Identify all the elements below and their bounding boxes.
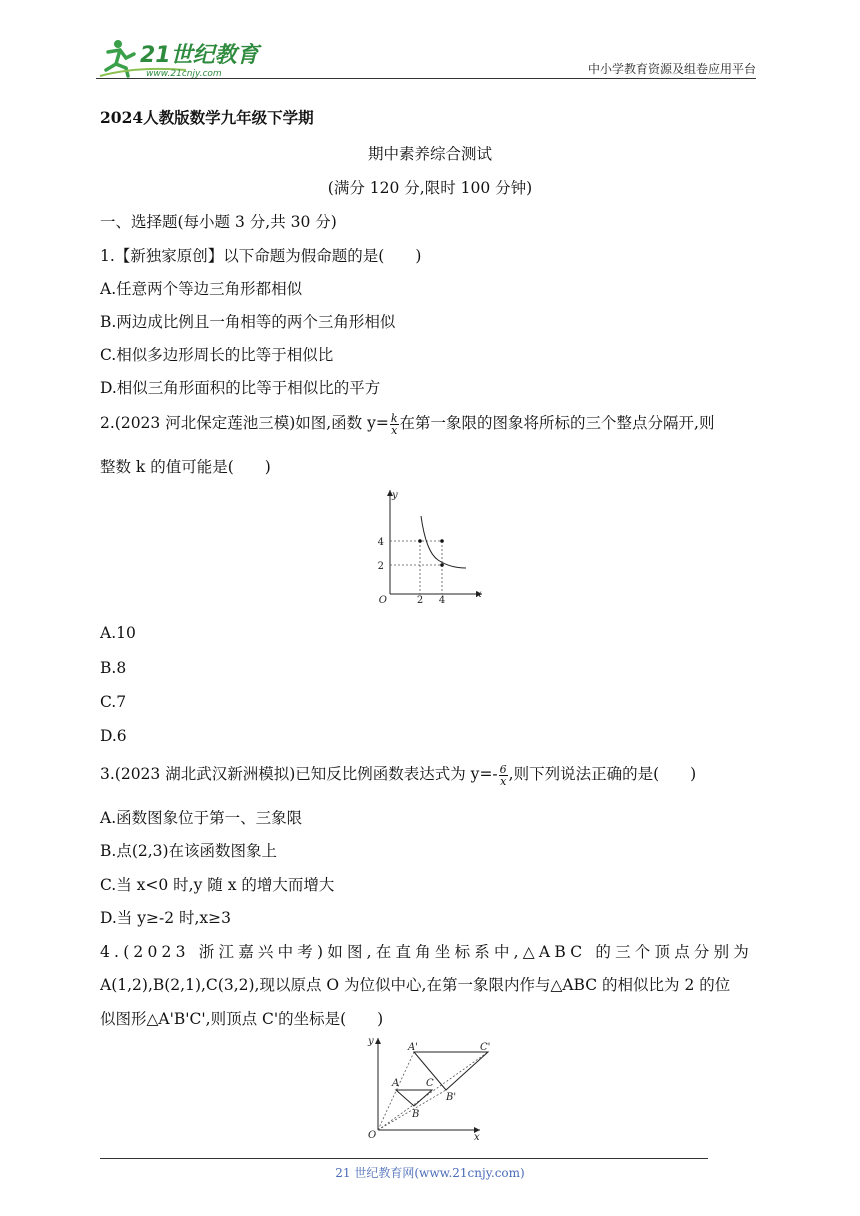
svg-text:4: 4	[438, 595, 446, 604]
svg-text:2: 2	[416, 595, 424, 604]
q3-option-d: D.当 y≥-2 时,x≥3	[100, 909, 232, 927]
q2-option-a: A.10	[100, 624, 136, 642]
logo-text: 21世纪教育	[140, 43, 259, 68]
question-4: 4.(2023 浙江嘉兴中考)如图,在直角坐标系中,△ABC 的三个顶点分别为	[100, 943, 753, 961]
question-4-line3: 似图形△A'B'C',则顶点 C'的坐标是( )	[100, 1010, 384, 1028]
q1-option-a: A.任意两个等边三角形都相似	[100, 280, 303, 298]
page-subtitle: (满分 120 分,限时 100 分钟)	[327, 179, 533, 197]
q2-option-d: D.6	[100, 727, 127, 745]
top-title: 2024人教版数学九年级下学期	[100, 108, 314, 127]
q2-option-c: C.7	[100, 693, 127, 711]
svg-text:A: A	[392, 1078, 400, 1089]
footer-divider	[100, 1158, 708, 1159]
svg-text:x: x	[474, 1132, 480, 1143]
svg-text:y: y	[392, 490, 398, 501]
q3-option-c: C.当 x<0 时,y 随 x 的增大而增大	[100, 876, 335, 894]
q3-option-a: A.函数图象位于第一、三象限	[100, 809, 303, 827]
page-title: 期中素养综合测试	[367, 145, 492, 163]
svg-text:O: O	[378, 595, 387, 604]
question-1: 1.【新独家原创】以下命题为假命题的是( )	[100, 247, 422, 265]
svg-text:y: y	[368, 1036, 374, 1047]
q1-option-b: B.两边成比例且一角相等的两个三角形相似	[100, 313, 396, 331]
svg-text:C': C'	[480, 1042, 491, 1053]
svg-text:O: O	[368, 1130, 377, 1141]
svg-text:4: 4	[377, 537, 384, 548]
svg-text:www.21cnjy.com: www.21cnjy.com	[146, 69, 222, 79]
svg-text:B': B'	[446, 1092, 457, 1103]
fraction-k-over-x: $\frac{k}{x}$	[390, 411, 398, 437]
svg-text:C: C	[426, 1078, 434, 1089]
header-divider	[96, 78, 756, 79]
question-2: 2.(2023 河北保定莲池三模)如图,函数 y= $\frac{k}{x}$ 在第一象限的图象将所标的三个整点分隔开,则	[100, 411, 715, 437]
fraction-6-over-x: $\frac{6}{x}$	[499, 762, 507, 788]
site-logo	[96, 36, 266, 80]
q1-option-d: D.相似三角形面积的比等于相似比的平方	[100, 379, 381, 397]
q2-graph-figure	[370, 486, 490, 604]
section-heading: 一、选择题(每小题 3 分,共 30 分)	[100, 213, 337, 231]
svg-text:A': A'	[408, 1042, 418, 1053]
q1-option-c: C.相似多边形周长的比等于相似比	[100, 346, 334, 364]
question-4-line2: A(1,2),B(2,1),C(3,2),现以原点 O 为位似中心,在第一象限内作与△ABC 的相似比为 2 的位	[100, 976, 731, 994]
q2-option-b: B.8	[100, 659, 127, 677]
footer-link[interactable]: 21 世纪教育网(www.21cnjy.com)	[335, 1166, 525, 1180]
q3-option-b: B.点(2,3)在该函数图象上	[100, 842, 278, 860]
q4-similar-triangles-figure	[362, 1034, 492, 1144]
header-platform-text: 中小学教育资源及组卷应用平台	[587, 62, 756, 76]
svg-text:B: B	[412, 1109, 420, 1120]
question-2-line2: 整数 k 的值可能是( )	[100, 458, 271, 476]
question-3: 3.(2023 湖北武汉新洲模拟)已知反比例函数表达式为 y=- $\frac{6}{x}$ ,则下列说法正确的是( )	[100, 762, 697, 788]
svg-text:x: x	[476, 589, 482, 600]
svg-text:2: 2	[377, 561, 384, 572]
